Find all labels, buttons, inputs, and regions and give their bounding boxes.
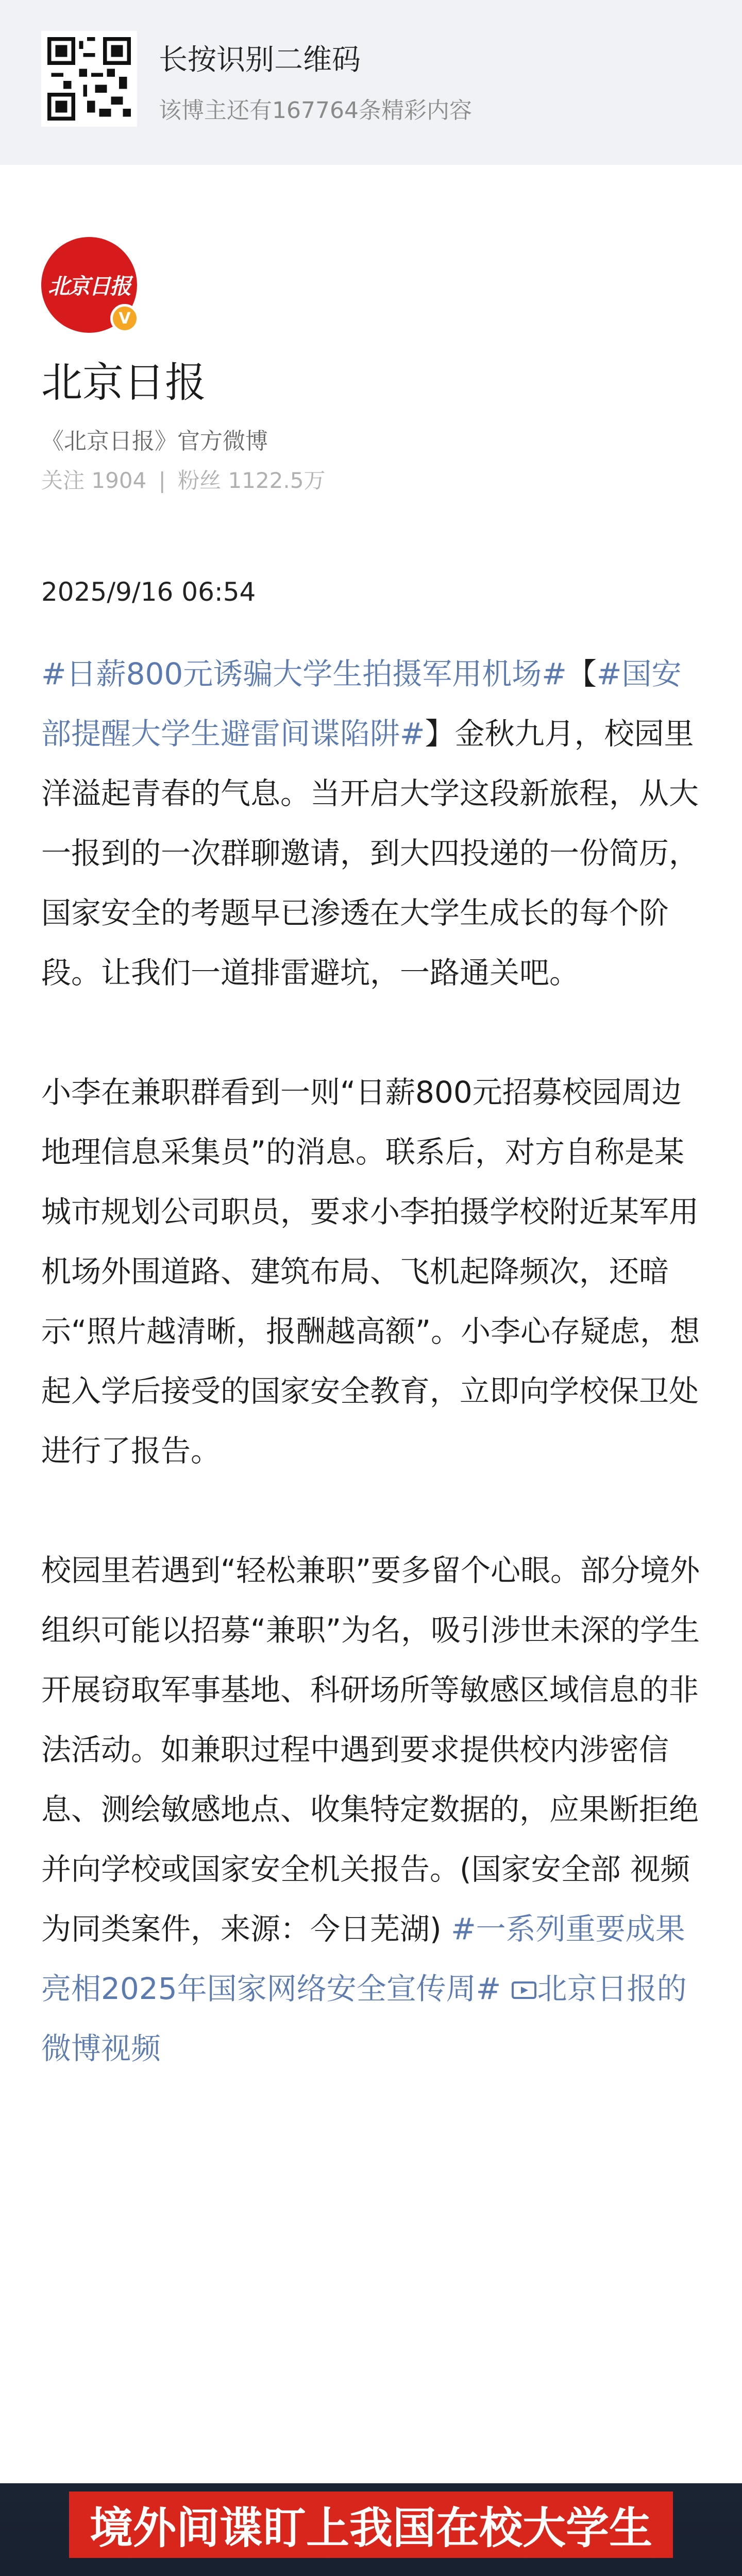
qr-code-top[interactable] <box>41 31 137 127</box>
paragraph-3 <box>41 1540 701 2078</box>
hashtag-link[interactable]: #一系列重要成果亮相2025年国家网络安全宣传周# <box>41 1911 685 2006</box>
post-card <box>0 165 742 2576</box>
paragraph-1 <box>41 644 701 1003</box>
banner-title: 长按识别二维码 <box>159 43 361 77</box>
paragraph-text: 校园里若遇到“轻松兼职”要多留个心眼。部分境外组织可能以招募“兼职”为名，吸引涉世未深的学生开展窃取军事基地、科研场所等敏感区域信息的非法活动。如兼职过程中遇到要求提供校内涉密信息、测绘敏感地点、收集特定数据的，应果断拒绝并向学校或国家安全机关报告。(国家安全部 视频为同类案件，来源：今日芜湖) <box>41 1553 700 1946</box>
verified-badge-icon: V <box>110 304 139 333</box>
post-timestamp: 2025/9/16 06:54 <box>41 577 256 607</box>
video-link-icon <box>511 1979 537 2002</box>
hashtag-link[interactable]: #国安部提醒大学生避雷间谍陷阱# <box>41 656 682 751</box>
banner-subtitle: 该博主还有167764条精彩内容 <box>159 97 472 124</box>
paragraph-2: 小李在兼职群看到一则“日薪800元招募校园周边地理信息采集员”的消息。联系后，对方自称是某城市规划公司职员，要求小李拍摄学校附近某军用机场外围道路、建筑布局、飞机起降频次，还暗示“照片越清晰，报酬越高额”。小李心存疑虑，想起入学后接受的国家安全教育，立即向学校保卫处进行了报告。 <box>41 1075 700 1468</box>
video-link-text: 北京日报的微博视频 <box>41 1971 687 2066</box>
follow-count: 1904 <box>91 468 147 493</box>
fans-count: 1122.5万 <box>228 468 326 493</box>
hashtag-link[interactable]: #日薪800元诱骗大学生拍摄军用机场# <box>41 656 567 691</box>
avatar-logo: 北京日报 <box>47 274 130 299</box>
account-stats: 关注 1904 | 粉丝 1122.5万 <box>41 468 326 493</box>
follow-label: 关注 <box>41 468 85 493</box>
paragraph-text: 】金秋九月，校园里洋溢起青春的气息。当开启大学这段新旅程，从大一报到的一次群聊邀请，到大四投递的一份简历，国家安全的考题早已渗透在大学生成长的每个阶段。让我们一道排雷避坑，一路通关吧。 <box>41 716 699 990</box>
video-player[interactable] <box>0 2483 742 2576</box>
video-banner: 境外间谍盯上我国在校大学生 <box>69 2492 673 2558</box>
fans-label: 粉丝 <box>178 468 222 493</box>
account-name[interactable]: 北京日报 <box>41 359 206 406</box>
top-banner <box>0 0 742 165</box>
verification-text: 《北京日报》官方微博 <box>41 428 268 454</box>
post-content <box>41 644 701 2078</box>
bracket: 【 <box>566 656 597 691</box>
